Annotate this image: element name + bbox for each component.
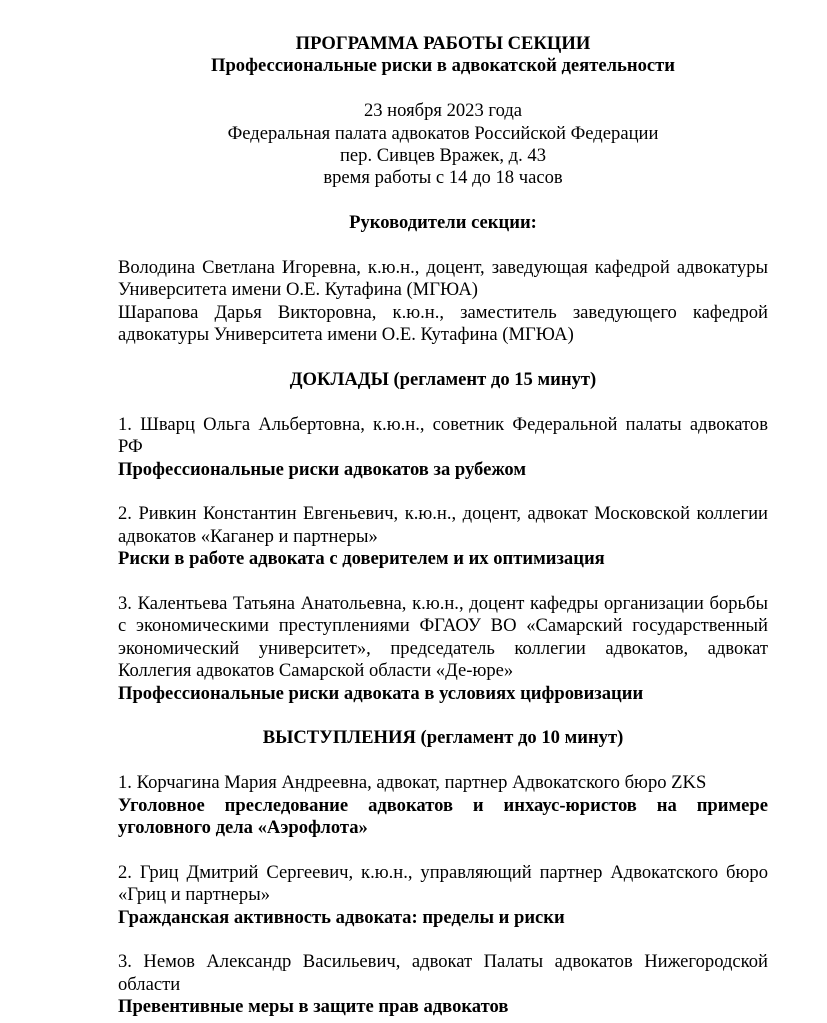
speech-topic: Превентивные меры в защите прав адвокатов <box>118 996 509 1018</box>
report-item <box>118 414 768 481</box>
spacer <box>118 839 768 861</box>
speech-speaker: 2. Гриц Дмитрий Сергеевич, к.ю.н., управляющий партнер Адвокатского бюро «Гриц и партнеры» <box>118 861 768 906</box>
spacer <box>118 571 768 593</box>
speech-speaker: 3. Немов Александр Васильевич, адвокат Палаты адвокатов Нижегородской области <box>118 951 768 995</box>
report-speaker: 3. Калентьева Татьяна Анатольевна, к.ю.н., доцент кафедры организации борьбы с экономическими преступлениями ФГАОУ ВО «Самарский государственный экономический университет», председатель коллегии адвокатов, адвокат Коллегия адвокатов Самарской области «Де-юре» <box>118 593 768 682</box>
report-topic: Профессиональные риски адвокатов за рубежом <box>118 458 526 480</box>
speech-topic: Гражданская активность адвоката: пределы и риски <box>118 906 565 928</box>
spacer <box>118 481 768 503</box>
speech-item <box>118 772 768 839</box>
report-item <box>118 503 768 570</box>
document-page <box>118 33 768 1019</box>
event-hours: время работы с 14 до 18 часов <box>323 167 563 189</box>
spacer <box>118 705 768 727</box>
reports-heading: ДОКЛАДЫ (регламент до 15 минут) <box>289 369 597 391</box>
spacer <box>118 78 768 100</box>
event-date: 23 ноября 2023 года <box>363 100 523 122</box>
leaders-heading: Руководители секции: <box>349 212 537 234</box>
document-subtitle: Профессиональные риски в адвокатской деятельности <box>211 55 675 77</box>
speeches-heading: ВЫСТУПЛЕНИЯ (регламент до 10 минут) <box>262 727 624 749</box>
leader-item: Шарапова Дарья Викторовна, к.ю.н., заместитель заведующего кафедрой адвокатуры Университета имени О.Е. Кутафина (МГЮА) <box>118 301 768 346</box>
report-topic: Риски в работе адвоката с доверителем и их оптимизация <box>118 548 605 570</box>
report-speaker: 1. Шварц Ольга Альбертовна, к.ю.н., советник Федеральной палаты адвокатов РФ <box>118 413 768 458</box>
speech-item <box>118 951 768 1018</box>
document-title: ПРОГРАММА РАБОТЫ СЕКЦИИ <box>295 33 591 54</box>
speech-item <box>118 862 768 929</box>
spacer <box>118 929 768 951</box>
spacer <box>118 391 768 413</box>
report-topic: Профессиональные риски адвоката в условиях цифровизации <box>118 682 644 704</box>
spacer <box>118 190 768 212</box>
event-venue: Федеральная палата адвокатов Российской Федерации <box>227 122 659 144</box>
event-address: пер. Сивцев Вражек, д. 43 <box>339 145 547 167</box>
spacer <box>118 235 768 257</box>
leader-item: Володина Светлана Игоревна, к.ю.н., доцент, заведующая кафедрой адвокатуры Университета имени О.Е. Кутафина (МГЮА) <box>118 257 768 301</box>
spacer <box>118 347 768 369</box>
speech-topic: Уголовное преследование адвокатов и инхаус-юристов на примере уголовного дела «Аэрофлота» <box>118 794 768 839</box>
report-speaker: 2. Ривкин Константин Евгеньевич, к.ю.н., доцент, адвокат Московской коллегии адвокатов «Каганер и партнеры» <box>118 503 768 547</box>
report-item <box>118 593 768 705</box>
spacer <box>118 750 768 772</box>
speech-speaker: 1. Корчагина Мария Андреевна, адвокат, партнер Адвокатского бюро ZKS <box>118 772 707 794</box>
